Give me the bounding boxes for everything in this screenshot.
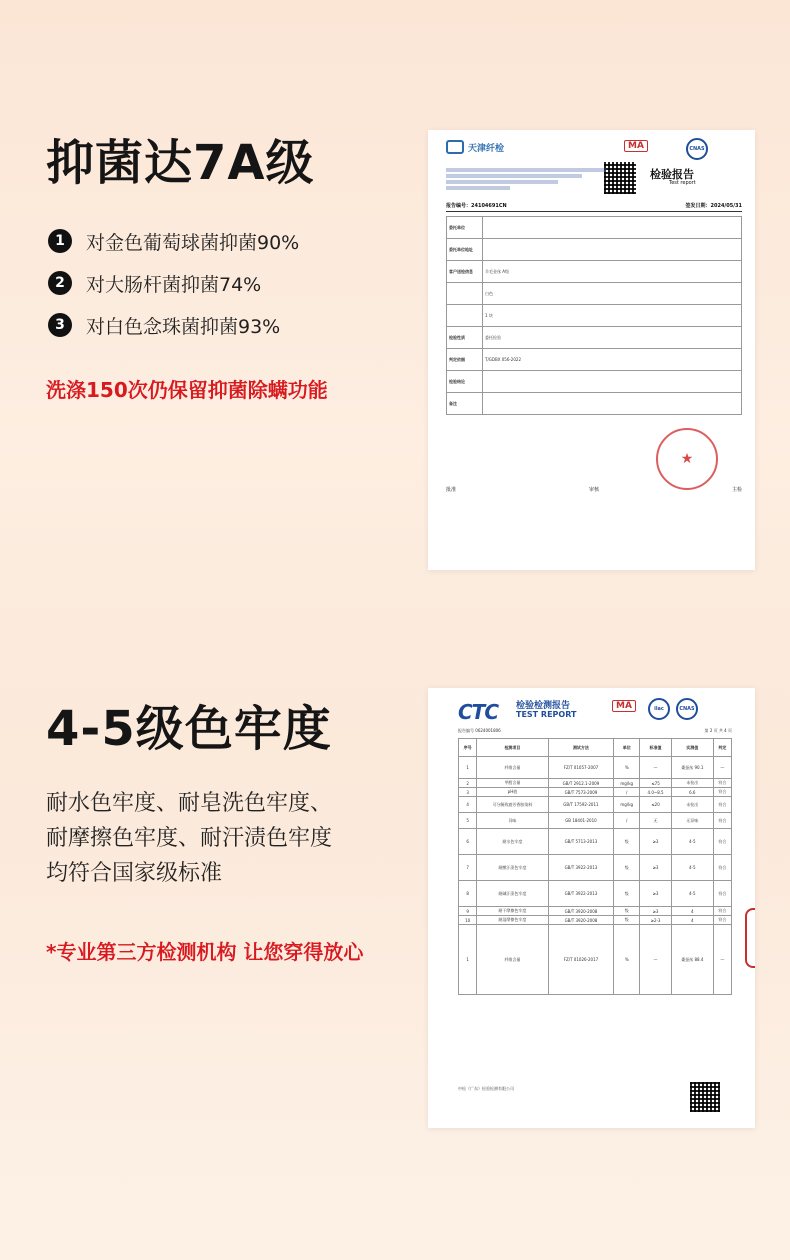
report-number: 报告编号：24104691CN (446, 203, 507, 209)
signer-label: 主检 (731, 487, 742, 493)
cnas-badge-icon: CNAS (686, 138, 708, 160)
report-logo (446, 140, 504, 154)
logo-text: 天津纤检 (468, 143, 505, 154)
table-row: 3 pH值 GB/T 7573-2009 / 4.0~8.5 6.6 符合 (459, 788, 732, 797)
antibacterial-test-report (428, 130, 755, 570)
bullet-item (48, 220, 299, 262)
number-badge-icon: 1 (48, 229, 72, 253)
tianjin-logo-icon (446, 140, 464, 154)
qr-code-icon (690, 1082, 720, 1112)
ctc-logo-icon: CTC (458, 700, 498, 724)
report-number: 报告编号 0624001806 (458, 728, 501, 733)
table-row: 白色 (447, 283, 742, 305)
report-title: 检验检测报告 (516, 701, 571, 711)
table-row: 1 纤维含量 FZ/T 01026-2017 % — 桑蚕丝 88.4 — (459, 925, 732, 995)
number-badge-icon: 3 (48, 313, 72, 337)
report-title: 检验报告 (650, 168, 694, 181)
description-line: 耐水色牢度、耐皂洗色牢度、 (46, 791, 333, 816)
signature-row (446, 486, 742, 493)
issue-date: 签发日期：2024/05/31 (685, 203, 742, 209)
lab-footer: 中检（广东）检验检测有限公司 (458, 1086, 514, 1091)
partial-seal-icon (745, 908, 755, 968)
cnas-badge-icon: CNAS (676, 698, 698, 720)
table-header-row: 序号 检测项目 测试方法 单位 标准值 实测值 判定 (459, 739, 732, 757)
report-table (446, 216, 742, 415)
antibacterial-bullet-list (48, 220, 299, 346)
wash-durability-highlight: 洗涤150次仍保留抑菌除螨功能 (46, 378, 328, 402)
signer-label: 审核 (588, 487, 599, 493)
table-row: 委托单位 (447, 217, 742, 239)
signer-label: 批准 (446, 487, 457, 493)
table-row: 8 耐碱汗渍色牢度 GB/T 3922-2013 级 ≥3 4-5 符合 (459, 881, 732, 907)
bullet-item (48, 262, 299, 304)
issuing-org-text (446, 168, 606, 190)
table-row: 2 甲醛含量 GB/T 2912.1-2009 mg/kg ≤75 未检出 符合 (459, 779, 732, 788)
report-meta (458, 728, 732, 734)
description-line: 均符合国家级标准 (46, 861, 223, 886)
table-row: 判定依据 T/GDBX 056-2022 (447, 349, 742, 371)
colorfastness-description (46, 786, 332, 891)
bullet-item (48, 304, 299, 346)
table-row: 检验结论 (447, 371, 742, 393)
qr-code-icon (604, 162, 636, 194)
table-row: 客户送检信息 羊毛金丝 A级 (447, 261, 742, 283)
description-line: 耐摩擦色牢度、耐汗渍色牢度 (46, 826, 333, 851)
table-row: 9 耐干摩擦色牢度 GB/T 3920-2008 级 ≥3 4 符合 (459, 907, 732, 916)
third-party-highlight: *专业第三方检测机构 让您穿得放心 (46, 940, 364, 964)
section-title-antibacterial: 抑菌达7A级 (46, 135, 315, 191)
table-row: 委托单位地址 (447, 239, 742, 261)
bullet-text: 对大肠杆菌抑菌74% (86, 273, 262, 296)
report-meta (446, 202, 742, 212)
colorfastness-test-report (428, 688, 755, 1128)
table-row: 1 纤维含量 FZ/T 01057-2007 % — 桑蚕丝 90.1 — (459, 757, 732, 779)
report-subtitle: TEST REPORT (516, 710, 577, 719)
table-row: 4 可分解致癌芳香胺染料 GB/T 17592-2011 mg/kg ≤20 未检出 符合 (459, 797, 732, 813)
table-row: 备注 (447, 393, 742, 415)
page-indicator: 第 2 页 共 4 页 (704, 728, 732, 733)
table-row: 7 耐酸汗渍色牢度 GB/T 3922-2013 级 ≥3 4-5 符合 (459, 855, 732, 881)
colorfastness-section (0, 640, 790, 1260)
ilac-badge-icon: ilac (648, 698, 670, 720)
ma-badge-icon: MA (624, 140, 648, 152)
report-subtitle: Test report (669, 180, 696, 186)
ma-badge-icon: MA (612, 700, 636, 712)
official-seal-icon: ★ (656, 428, 718, 490)
bullet-text: 对白色念珠菌抑菌93% (86, 315, 281, 338)
number-badge-icon: 2 (48, 271, 72, 295)
bullet-text: 对金色葡萄球菌抑菌90% (86, 231, 300, 254)
table-row: 5 异味 GB 18401-2010 / 无 无异味 符合 (459, 813, 732, 829)
table-row: 10 耐湿摩擦色牢度 GB/T 3920-2008 级 ≥2-3 4 符合 (459, 916, 732, 925)
section-title-colorfastness: 4-5级色牢度 (46, 701, 332, 757)
table-row: 1 块 (447, 305, 742, 327)
table-row: 检验性质 委托检验 (447, 327, 742, 349)
table-row: 6 耐水色牢度 GB/T 5713-2013 级 ≥3 4-5 符合 (459, 829, 732, 855)
results-table (458, 738, 732, 995)
